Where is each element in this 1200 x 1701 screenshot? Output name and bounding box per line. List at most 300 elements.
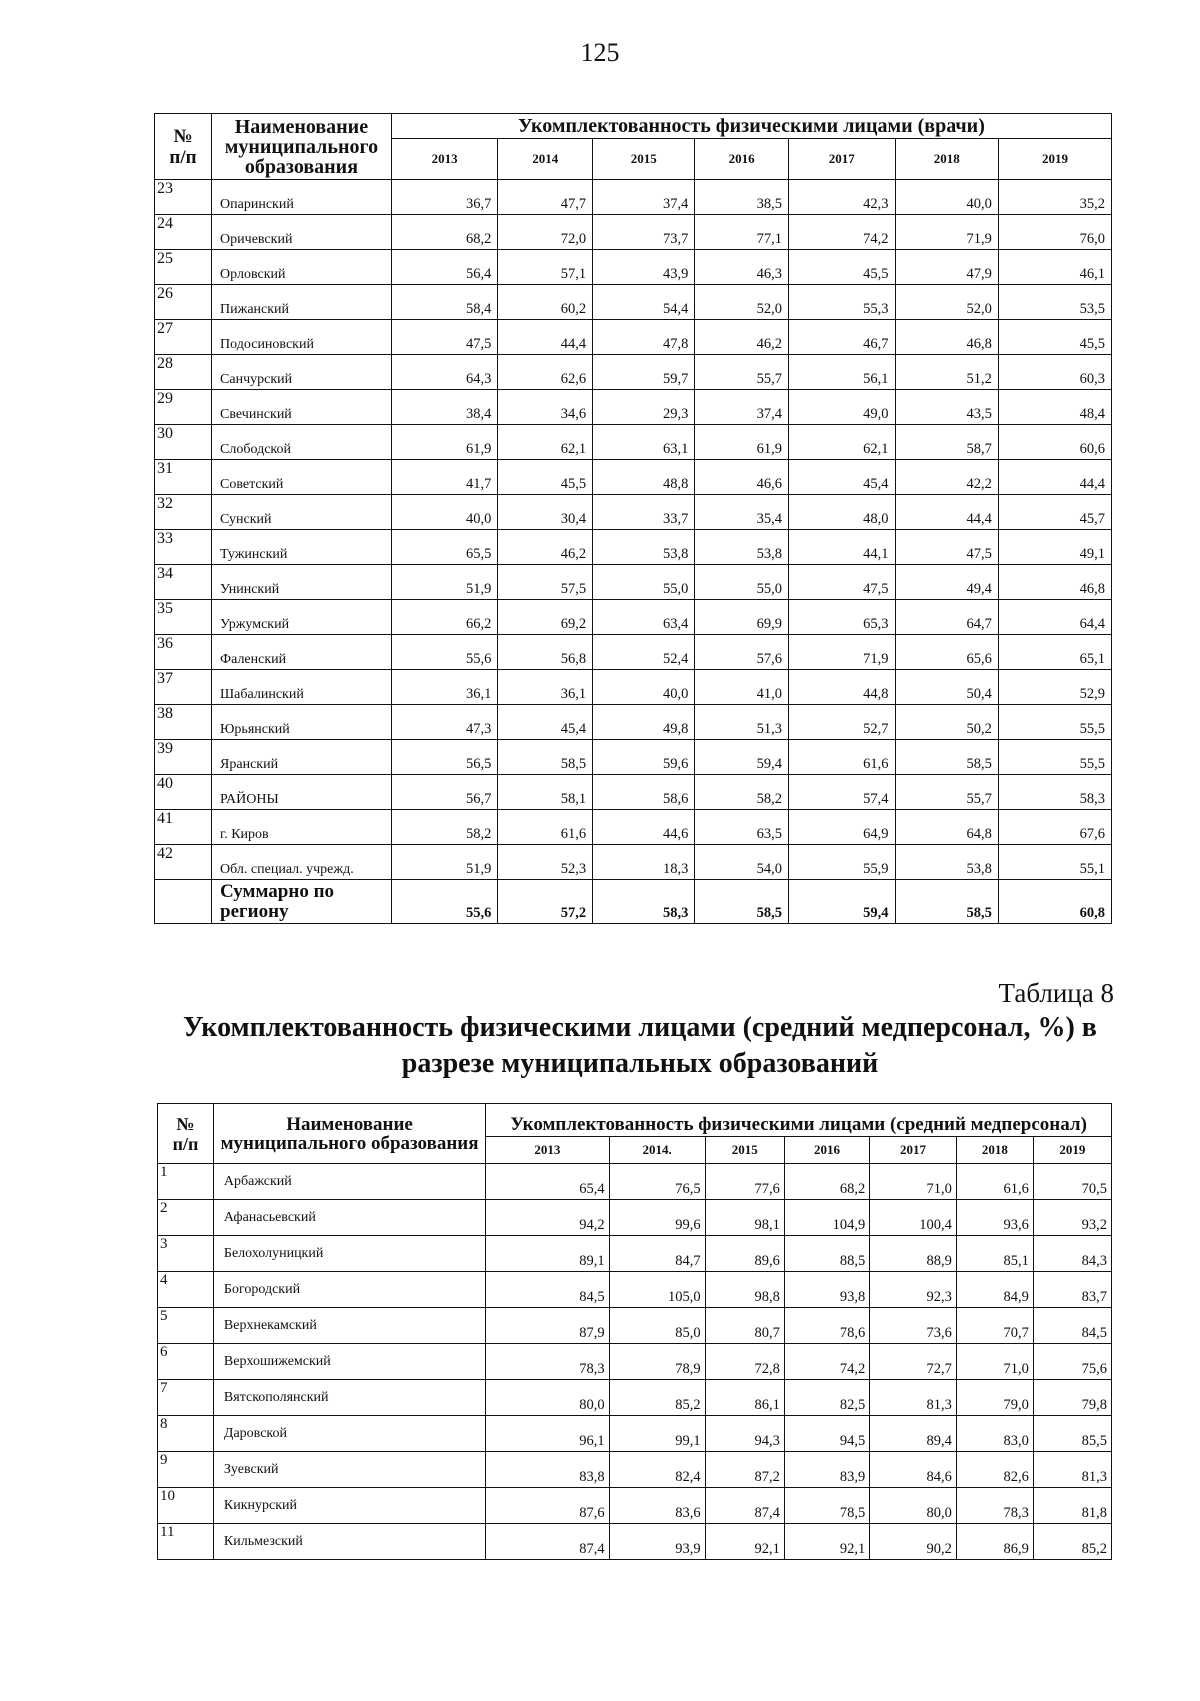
staffing-value: 61,9 — [695, 425, 789, 460]
staffing-value: 56,5 — [391, 740, 498, 775]
staffing-value: 52,3 — [498, 845, 593, 880]
staffing-value: 36,1 — [391, 670, 498, 705]
staffing-value: 93,8 — [784, 1272, 869, 1308]
table-row — [155, 425, 1112, 460]
table-row — [158, 1380, 1112, 1416]
staffing-value: 89,4 — [870, 1416, 957, 1452]
staffing-value: 45,7 — [998, 495, 1111, 530]
staffing-value: 62,1 — [498, 425, 593, 460]
municipality-name: Орловский — [212, 250, 392, 285]
row-number: 11 — [158, 1524, 214, 1560]
staffing-value: 38,4 — [391, 390, 498, 425]
row-number: 6 — [158, 1344, 214, 1380]
municipality-name: Белохолуницкий — [213, 1236, 485, 1272]
staffing-value: 48,4 — [998, 390, 1111, 425]
row-number: 2 — [158, 1200, 214, 1236]
header-municipality: Наименование муниципального образования — [212, 114, 392, 180]
row-number: 4 — [158, 1272, 214, 1308]
municipality-name: Подосиновский — [212, 320, 392, 355]
staffing-value: 78,3 — [486, 1344, 609, 1380]
staffing-value: 36,7 — [391, 180, 498, 215]
staffing-value: 59,4 — [695, 740, 789, 775]
municipality-name: Афанасьевский — [213, 1200, 485, 1236]
staffing-value: 42,2 — [895, 460, 998, 495]
row-number: 10 — [158, 1488, 214, 1524]
staffing-value: 33,7 — [593, 495, 695, 530]
staffing-value: 44,4 — [895, 495, 998, 530]
staffing-value: 85,5 — [1033, 1416, 1111, 1452]
staffing-value: 43,5 — [895, 390, 998, 425]
municipality-name: Слободской — [212, 425, 392, 460]
staffing-value: 55,5 — [998, 705, 1111, 740]
staffing-value: 50,4 — [895, 670, 998, 705]
municipality-name: Пижанский — [212, 285, 392, 320]
total-value: 59,4 — [788, 880, 895, 924]
row-number: 39 — [155, 740, 212, 775]
staffing-value: 81,8 — [1033, 1488, 1111, 1524]
total-value: 57,2 — [498, 880, 593, 924]
row-number: 7 — [158, 1380, 214, 1416]
municipality-name: Обл. специал. учрежд. — [212, 845, 392, 880]
staffing-value: 85,0 — [609, 1308, 705, 1344]
staffing-value: 65,4 — [486, 1164, 609, 1200]
nurses-staffing-table — [157, 1103, 1112, 1560]
staffing-value: 46,8 — [998, 565, 1111, 600]
staffing-value: 29,3 — [593, 390, 695, 425]
staffing-value: 77,6 — [705, 1164, 784, 1200]
row-number: 29 — [155, 390, 212, 425]
staffing-value: 55,9 — [788, 845, 895, 880]
total-number-cell — [155, 880, 212, 924]
staffing-value: 79,0 — [956, 1380, 1033, 1416]
table-row — [158, 1200, 1112, 1236]
staffing-value: 78,5 — [784, 1488, 869, 1524]
staffing-value: 49,4 — [895, 565, 998, 600]
staffing-value: 83,9 — [784, 1452, 869, 1488]
staffing-value: 41,0 — [695, 670, 789, 705]
municipality-name: Кикнурский — [213, 1488, 485, 1524]
row-number: 38 — [155, 705, 212, 740]
row-number: 9 — [158, 1452, 214, 1488]
staffing-value: 63,4 — [593, 600, 695, 635]
row-number: 37 — [155, 670, 212, 705]
staffing-value: 18,3 — [593, 845, 695, 880]
header-number: № п/п — [155, 114, 212, 180]
staffing-value: 89,1 — [486, 1236, 609, 1272]
row-number: 35 — [155, 600, 212, 635]
staffing-value: 81,3 — [1033, 1452, 1111, 1488]
municipality-name: Юрьянский — [212, 705, 392, 740]
staffing-value: 56,1 — [788, 355, 895, 390]
staffing-value: 92,1 — [705, 1524, 784, 1560]
staffing-value: 74,2 — [784, 1344, 869, 1380]
header-municipality: Наименование муниципального образования — [213, 1104, 485, 1164]
total-row — [155, 880, 1112, 924]
row-number: 30 — [155, 425, 212, 460]
staffing-value: 83,8 — [486, 1452, 609, 1488]
table-row — [155, 460, 1112, 495]
staffing-value: 45,5 — [788, 250, 895, 285]
staffing-value: 60,2 — [498, 285, 593, 320]
table-row — [155, 600, 1112, 635]
table-row — [158, 1344, 1112, 1380]
staffing-value: 76,5 — [609, 1164, 705, 1200]
staffing-value: 88,5 — [784, 1236, 869, 1272]
staffing-value: 70,7 — [956, 1308, 1033, 1344]
header-year: 2015 — [705, 1137, 784, 1164]
staffing-value: 85,2 — [1033, 1524, 1111, 1560]
header-year: 2019 — [998, 139, 1111, 180]
staffing-value: 104,9 — [784, 1200, 869, 1236]
staffing-value: 64,3 — [391, 355, 498, 390]
table-row — [158, 1236, 1112, 1272]
staffing-value: 57,5 — [498, 565, 593, 600]
table-row — [155, 355, 1112, 390]
staffing-value: 53,5 — [998, 285, 1111, 320]
staffing-value: 40,0 — [391, 495, 498, 530]
staffing-value: 48,8 — [593, 460, 695, 495]
staffing-value: 58,2 — [391, 810, 498, 845]
municipality-name: Советский — [212, 460, 392, 495]
staffing-value: 61,6 — [788, 740, 895, 775]
staffing-value: 46,2 — [498, 530, 593, 565]
header-staffing-group: Укомплектованность физическими лицами (средний медперсонал) — [486, 1104, 1112, 1137]
staffing-value: 30,4 — [498, 495, 593, 530]
staffing-value: 47,3 — [391, 705, 498, 740]
municipality-name: Фаленский — [212, 635, 392, 670]
row-number: 32 — [155, 495, 212, 530]
staffing-value: 44,4 — [998, 460, 1111, 495]
total-value: 58,5 — [695, 880, 789, 924]
municipality-name: Уржумский — [212, 600, 392, 635]
municipality-name: Сунский — [212, 495, 392, 530]
row-number: 8 — [158, 1416, 214, 1452]
staffing-value: 88,9 — [870, 1236, 957, 1272]
total-value: 55,6 — [391, 880, 498, 924]
staffing-value: 57,1 — [498, 250, 593, 285]
staffing-value: 77,1 — [695, 215, 789, 250]
staffing-value: 45,4 — [788, 460, 895, 495]
municipality-name: Богородский — [213, 1272, 485, 1308]
staffing-value: 58,2 — [695, 775, 789, 810]
staffing-value: 48,0 — [788, 495, 895, 530]
municipality-name: Верхнекамский — [213, 1308, 485, 1344]
table-row — [158, 1308, 1112, 1344]
staffing-value: 46,8 — [895, 320, 998, 355]
header-year: 2017 — [788, 139, 895, 180]
table-row — [155, 285, 1112, 320]
staffing-value: 54,4 — [593, 285, 695, 320]
staffing-value: 92,1 — [784, 1524, 869, 1560]
municipality-name: Опаринский — [212, 180, 392, 215]
staffing-value: 82,4 — [609, 1452, 705, 1488]
staffing-value: 85,2 — [609, 1380, 705, 1416]
staffing-value: 71,0 — [870, 1164, 957, 1200]
staffing-value: 56,8 — [498, 635, 593, 670]
staffing-value: 45,5 — [498, 460, 593, 495]
header-year: 2016 — [695, 139, 789, 180]
staffing-value: 93,9 — [609, 1524, 705, 1560]
row-number: 34 — [155, 565, 212, 600]
staffing-value: 71,9 — [788, 635, 895, 670]
staffing-value: 65,3 — [788, 600, 895, 635]
staffing-value: 38,5 — [695, 180, 789, 215]
municipality-name: Кильмезский — [213, 1524, 485, 1560]
header-year: 2018 — [895, 139, 998, 180]
staffing-value: 47,5 — [391, 320, 498, 355]
staffing-value: 84,6 — [870, 1452, 957, 1488]
staffing-value: 83,0 — [956, 1416, 1033, 1452]
staffing-value: 81,3 — [870, 1380, 957, 1416]
staffing-value: 69,2 — [498, 600, 593, 635]
staffing-value: 53,8 — [593, 530, 695, 565]
staffing-value: 80,0 — [870, 1488, 957, 1524]
staffing-value: 61,9 — [391, 425, 498, 460]
row-number: 27 — [155, 320, 212, 355]
staffing-value: 45,5 — [998, 320, 1111, 355]
row-number: 40 — [155, 775, 212, 810]
table-row — [155, 530, 1112, 565]
municipality-name: Оричевский — [212, 215, 392, 250]
staffing-value: 84,9 — [956, 1272, 1033, 1308]
municipality-name: Верхошижемский — [213, 1344, 485, 1380]
staffing-value: 69,9 — [695, 600, 789, 635]
row-number: 25 — [155, 250, 212, 285]
staffing-value: 57,6 — [695, 635, 789, 670]
header-year: 2018 — [956, 1137, 1033, 1164]
staffing-value: 84,7 — [609, 1236, 705, 1272]
staffing-value: 40,0 — [593, 670, 695, 705]
header-year: 2019 — [1033, 1137, 1111, 1164]
staffing-value: 96,1 — [486, 1416, 609, 1452]
staffing-value: 34,6 — [498, 390, 593, 425]
staffing-value: 74,2 — [788, 215, 895, 250]
staffing-value: 56,7 — [391, 775, 498, 810]
staffing-value: 84,3 — [1033, 1236, 1111, 1272]
staffing-value: 55,7 — [895, 775, 998, 810]
staffing-value: 87,4 — [486, 1524, 609, 1560]
staffing-value: 55,6 — [391, 635, 498, 670]
staffing-value: 49,8 — [593, 705, 695, 740]
staffing-value: 73,7 — [593, 215, 695, 250]
staffing-value: 83,7 — [1033, 1272, 1111, 1308]
staffing-value: 84,5 — [486, 1272, 609, 1308]
staffing-value: 58,3 — [998, 775, 1111, 810]
staffing-value: 99,6 — [609, 1200, 705, 1236]
staffing-value: 82,6 — [956, 1452, 1033, 1488]
table-row — [155, 390, 1112, 425]
staffing-value: 46,1 — [998, 250, 1111, 285]
staffing-value: 72,7 — [870, 1344, 957, 1380]
staffing-value: 47,5 — [788, 565, 895, 600]
staffing-value: 46,7 — [788, 320, 895, 355]
total-value: 58,3 — [593, 880, 695, 924]
staffing-value: 64,4 — [998, 600, 1111, 635]
page-number: 125 — [580, 38, 620, 67]
municipality-name: Арбажский — [213, 1164, 485, 1200]
header-year: 2016 — [784, 1137, 869, 1164]
staffing-value: 58,1 — [498, 775, 593, 810]
staffing-value: 44,4 — [498, 320, 593, 355]
header-staffing-group: Укомплектованность физическими лицами (врачи) — [391, 114, 1111, 139]
table-row — [158, 1452, 1112, 1488]
staffing-value: 55,1 — [998, 845, 1111, 880]
staffing-value: 58,5 — [895, 740, 998, 775]
staffing-value: 51,9 — [391, 565, 498, 600]
staffing-value: 35,4 — [695, 495, 789, 530]
row-number: 41 — [155, 810, 212, 845]
total-value: 58,5 — [895, 880, 998, 924]
row-number: 26 — [155, 285, 212, 320]
staffing-value: 89,6 — [705, 1236, 784, 1272]
staffing-value: 67,6 — [998, 810, 1111, 845]
municipality-name: Свечинский — [212, 390, 392, 425]
staffing-value: 65,5 — [391, 530, 498, 565]
staffing-value: 50,2 — [895, 705, 998, 740]
staffing-value: 99,1 — [609, 1416, 705, 1452]
staffing-value: 68,2 — [784, 1164, 869, 1200]
row-number: 23 — [155, 180, 212, 215]
staffing-value: 94,2 — [486, 1200, 609, 1236]
table-row — [155, 250, 1112, 285]
staffing-value: 76,0 — [998, 215, 1111, 250]
physicians-staffing-table — [154, 113, 1112, 924]
staffing-value: 82,5 — [784, 1380, 869, 1416]
table-row — [155, 180, 1112, 215]
table-row — [158, 1416, 1112, 1452]
header-year: 2017 — [870, 1137, 957, 1164]
staffing-value: 46,6 — [695, 460, 789, 495]
staffing-value: 46,3 — [695, 250, 789, 285]
header-number: № п/п — [158, 1104, 214, 1164]
staffing-value: 93,6 — [956, 1200, 1033, 1236]
staffing-value: 64,7 — [895, 600, 998, 635]
staffing-value: 80,7 — [705, 1308, 784, 1344]
staffing-value: 63,5 — [695, 810, 789, 845]
staffing-value: 83,6 — [609, 1488, 705, 1524]
staffing-value: 59,7 — [593, 355, 695, 390]
staffing-value: 62,1 — [788, 425, 895, 460]
staffing-value: 86,9 — [956, 1524, 1033, 1560]
total-value: 60,8 — [998, 880, 1111, 924]
staffing-value: 43,9 — [593, 250, 695, 285]
staffing-value: 59,6 — [593, 740, 695, 775]
staffing-value: 53,8 — [695, 530, 789, 565]
staffing-value: 87,2 — [705, 1452, 784, 1488]
municipality-name: Шабалинский — [212, 670, 392, 705]
staffing-value: 37,4 — [695, 390, 789, 425]
staffing-value: 47,9 — [895, 250, 998, 285]
staffing-value: 47,5 — [895, 530, 998, 565]
table-row — [158, 1164, 1112, 1200]
total-label: Суммарно по региону — [212, 880, 392, 924]
header-year: 2014 — [498, 139, 593, 180]
staffing-value: 45,4 — [498, 705, 593, 740]
staffing-value: 87,4 — [705, 1488, 784, 1524]
municipality-name: Унинский — [212, 565, 392, 600]
table-row — [155, 810, 1112, 845]
row-number: 31 — [155, 460, 212, 495]
municipality-name: Вятскополянский — [213, 1380, 485, 1416]
staffing-value: 52,7 — [788, 705, 895, 740]
header-year: 2013 — [486, 1137, 609, 1164]
staffing-value: 55,0 — [593, 565, 695, 600]
staffing-value: 87,9 — [486, 1308, 609, 1344]
staffing-value: 60,3 — [998, 355, 1111, 390]
header-year: 2013 — [391, 139, 498, 180]
staffing-value: 55,7 — [695, 355, 789, 390]
staffing-value: 64,8 — [895, 810, 998, 845]
staffing-value: 49,0 — [788, 390, 895, 425]
staffing-value: 44,6 — [593, 810, 695, 845]
staffing-value: 86,1 — [705, 1380, 784, 1416]
staffing-value: 98,1 — [705, 1200, 784, 1236]
staffing-value: 58,4 — [391, 285, 498, 320]
staffing-value: 47,7 — [498, 180, 593, 215]
staffing-value: 71,0 — [956, 1344, 1033, 1380]
staffing-value: 44,8 — [788, 670, 895, 705]
staffing-value: 58,5 — [498, 740, 593, 775]
municipality-name: г. Киров — [212, 810, 392, 845]
staffing-value: 65,1 — [998, 635, 1111, 670]
staffing-value: 56,4 — [391, 250, 498, 285]
staffing-value: 75,6 — [1033, 1344, 1111, 1380]
staffing-value: 47,8 — [593, 320, 695, 355]
header-year: 2015 — [593, 139, 695, 180]
staffing-value: 55,5 — [998, 740, 1111, 775]
staffing-value: 49,1 — [998, 530, 1111, 565]
staffing-value: 62,6 — [498, 355, 593, 390]
staffing-value: 53,8 — [895, 845, 998, 880]
table-row — [155, 565, 1112, 600]
staffing-value: 44,1 — [788, 530, 895, 565]
staffing-value: 93,2 — [1033, 1200, 1111, 1236]
staffing-value: 100,4 — [870, 1200, 957, 1236]
table-title: Укомплектованность физическими лицами (средний медперсонал, %) в разрезе муниципальных образований — [183, 1012, 1097, 1079]
municipality-name: РАЙОНЫ — [212, 775, 392, 810]
staffing-value: 52,9 — [998, 670, 1111, 705]
staffing-value: 79,8 — [1033, 1380, 1111, 1416]
staffing-value: 51,2 — [895, 355, 998, 390]
staffing-value: 58,6 — [593, 775, 695, 810]
municipality-name: Санчурский — [212, 355, 392, 390]
staffing-value: 66,2 — [391, 600, 498, 635]
row-number: 36 — [155, 635, 212, 670]
staffing-value: 51,3 — [695, 705, 789, 740]
header-year: 2014. — [609, 1137, 705, 1164]
table-row — [155, 215, 1112, 250]
table-row — [155, 320, 1112, 355]
table-row — [155, 670, 1112, 705]
staffing-value: 94,3 — [705, 1416, 784, 1452]
row-number: 28 — [155, 355, 212, 390]
staffing-value: 72,8 — [705, 1344, 784, 1380]
table-row — [155, 635, 1112, 670]
table-row — [155, 705, 1112, 740]
staffing-value: 80,0 — [486, 1380, 609, 1416]
staffing-value: 71,9 — [895, 215, 998, 250]
staffing-value: 90,2 — [870, 1524, 957, 1560]
staffing-value: 52,0 — [895, 285, 998, 320]
staffing-value: 78,3 — [956, 1488, 1033, 1524]
staffing-value: 54,0 — [695, 845, 789, 880]
table-row — [158, 1524, 1112, 1560]
staffing-value: 42,3 — [788, 180, 895, 215]
table-label: Таблица 8 — [998, 978, 1114, 1008]
staffing-value: 55,3 — [788, 285, 895, 320]
staffing-value: 46,2 — [695, 320, 789, 355]
staffing-value: 73,6 — [870, 1308, 957, 1344]
